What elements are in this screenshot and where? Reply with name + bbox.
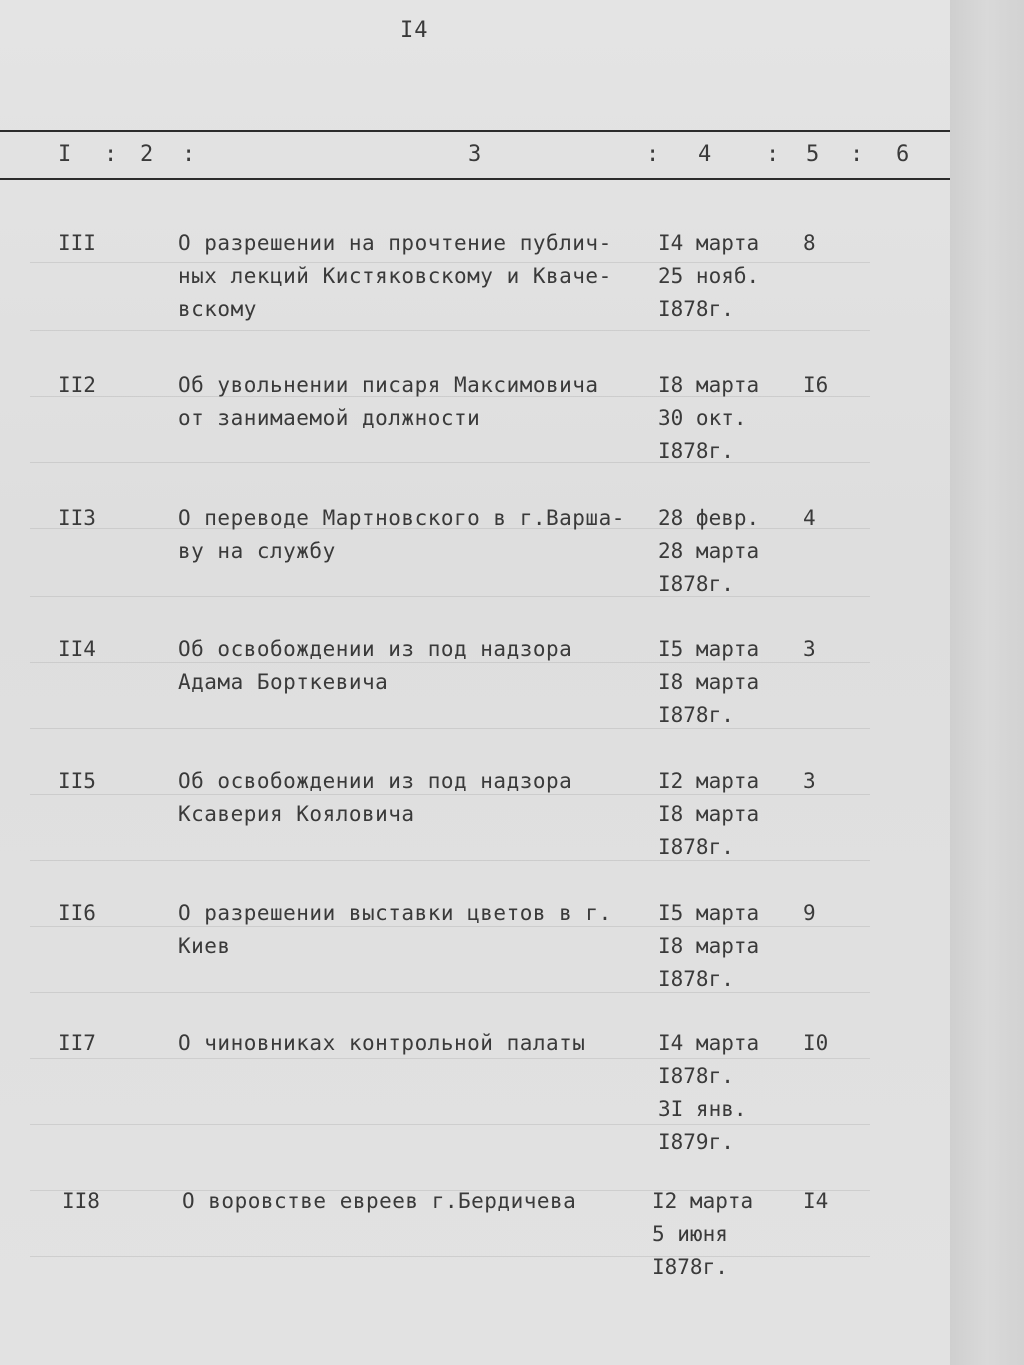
entry-sheets: I0 — [803, 1031, 829, 1055]
title-line: от занимаемой должности — [178, 406, 481, 430]
column-separator: : — [646, 142, 660, 167]
entry-sheets: I6 — [803, 373, 829, 397]
date-line: I879г. — [658, 1130, 734, 1154]
entry-title — [178, 369, 648, 435]
entry-title — [178, 227, 648, 326]
date-line: I878г. — [658, 1064, 734, 1088]
date-line: 5 июня — [652, 1222, 728, 1246]
title-line: Ксаверия Кояловича — [178, 802, 415, 826]
adjacent-page-edge — [950, 0, 1024, 1365]
entry-number: II2 — [58, 373, 96, 397]
title-line: Об освобождении из под надзора — [178, 637, 573, 661]
entry-sheets: I4 — [803, 1189, 829, 1213]
entry-number: II7 — [58, 1031, 96, 1055]
entry-title — [178, 897, 648, 963]
entry-number: II3 — [58, 506, 96, 530]
entry-dates — [658, 633, 798, 732]
entry-title — [178, 502, 648, 568]
date-line: I8 марта — [658, 373, 760, 397]
faint-rule — [30, 330, 870, 331]
entry-number: II4 — [58, 637, 96, 661]
title-line: О воровстве евреев г.Бердичева — [182, 1189, 577, 1213]
column-header-2: 2 — [140, 142, 154, 167]
date-line: I8 марта — [658, 802, 760, 826]
date-line: I2 марта — [658, 769, 760, 793]
title-line: вскому — [178, 297, 257, 321]
date-line: 3I янв. — [658, 1097, 747, 1121]
entry-number: II8 — [62, 1189, 100, 1213]
title-line: ных лекций Кистяковскому и Кваче- — [178, 264, 612, 288]
date-line: 28 марта — [658, 539, 760, 563]
column-separator: : — [850, 142, 864, 167]
entry-title — [178, 1027, 648, 1060]
date-line: I4 марта — [658, 1031, 760, 1055]
column-header-5: 5 — [806, 142, 820, 167]
column-separator: : — [766, 142, 780, 167]
date-line: I878г. — [658, 835, 734, 859]
title-line: О разрешении выставки цветов в г. — [178, 901, 612, 925]
date-line: 28 февр. — [658, 506, 760, 530]
entry-number: III — [58, 231, 96, 255]
date-line: I878г. — [658, 572, 734, 596]
entry-sheets: 3 — [803, 637, 816, 661]
date-line: I8 марта — [658, 934, 760, 958]
column-header-3: 3 — [468, 142, 482, 167]
title-line: Адама Борткевича — [178, 670, 389, 694]
column-header-1: I — [58, 142, 72, 167]
date-line: I2 марта — [652, 1189, 754, 1213]
date-line: I5 марта — [658, 637, 760, 661]
column-header-6: 6 — [896, 142, 910, 167]
title-line: Об освобождении из под надзора — [178, 769, 573, 793]
entry-dates — [658, 1027, 798, 1159]
entry-dates — [658, 897, 798, 996]
header-bottom-rule — [0, 178, 950, 180]
title-line: Киев — [178, 934, 231, 958]
date-line: 30 окт. — [658, 406, 747, 430]
column-header-4: 4 — [698, 142, 712, 167]
title-line: О переводе Мартновского в г.Варша- — [178, 506, 625, 530]
entry-title — [178, 633, 648, 699]
entry-sheets: 3 — [803, 769, 816, 793]
title-line: О разрешении на прочтение публич- — [178, 231, 612, 255]
header-top-rule — [0, 130, 950, 132]
title-line: Об увольнении писаря Максимовича — [178, 373, 599, 397]
entry-number: II6 — [58, 901, 96, 925]
date-line: I878г. — [652, 1255, 728, 1279]
entry-sheets: 4 — [803, 506, 816, 530]
date-line: I4 марта — [658, 231, 760, 255]
entry-dates — [658, 765, 798, 864]
entry-dates — [652, 1185, 792, 1284]
entry-title — [182, 1185, 652, 1218]
page-number: I4 — [400, 18, 429, 43]
date-line: I878г. — [658, 703, 734, 727]
entry-dates — [658, 502, 798, 601]
entry-dates — [658, 369, 798, 468]
date-line: I5 марта — [658, 901, 760, 925]
entry-title — [178, 765, 648, 831]
entry-number: II5 — [58, 769, 96, 793]
title-line: О чиновниках контрольной палаты — [178, 1031, 586, 1055]
date-line: I8 марта — [658, 670, 760, 694]
column-separator: : — [182, 142, 196, 167]
date-line: I878г. — [658, 439, 734, 463]
entry-sheets: 8 — [803, 231, 816, 255]
column-separator: : — [104, 142, 118, 167]
date-line: 25 нояб. — [658, 264, 760, 288]
entry-dates — [658, 227, 798, 326]
date-line: I878г. — [658, 967, 734, 991]
date-line: I878г. — [658, 297, 734, 321]
entry-sheets: 9 — [803, 901, 816, 925]
title-line: ву на службу — [178, 539, 336, 563]
